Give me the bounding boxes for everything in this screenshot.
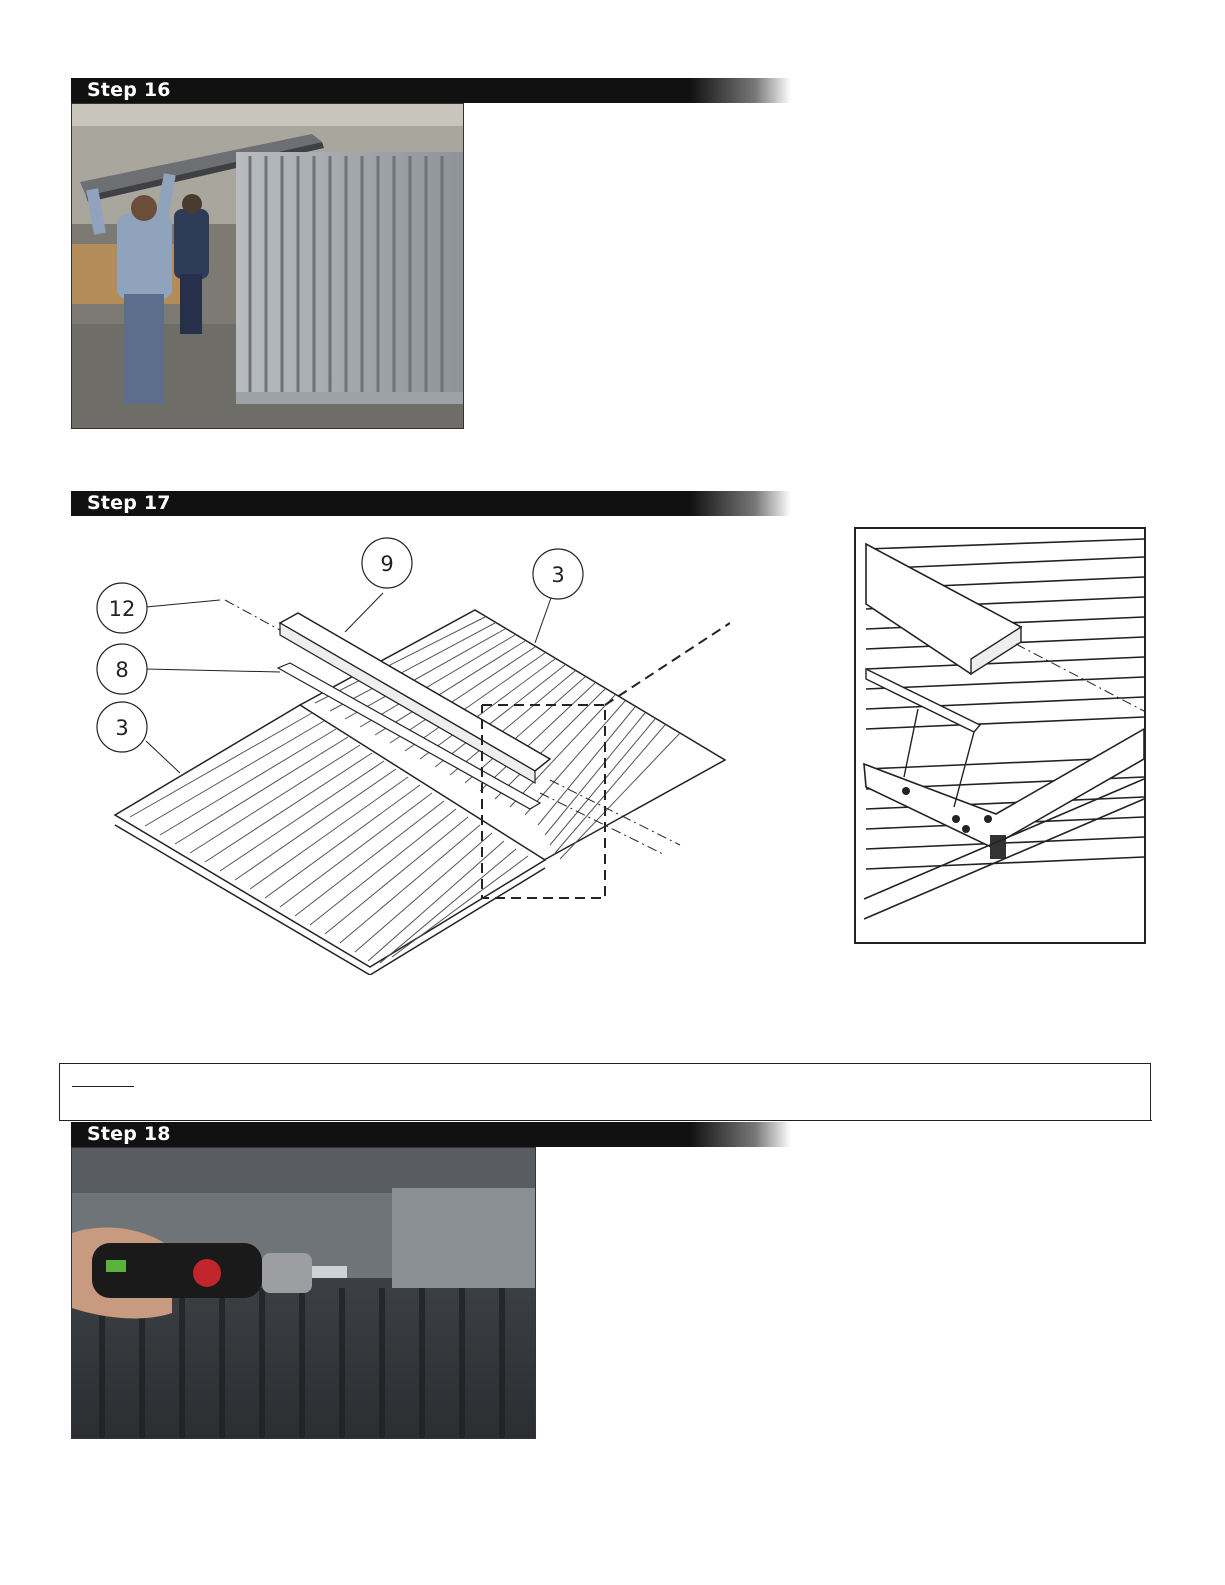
step-18-label: Step 18	[87, 1123, 171, 1145]
svg-text:9: 9	[380, 552, 394, 576]
note-box	[59, 1063, 1151, 1121]
callout-12	[97, 583, 147, 633]
drill-fastening-photo	[72, 1148, 535, 1438]
svg-text:3: 3	[551, 563, 565, 587]
step-16-photo	[71, 103, 464, 429]
note-underline-right	[856, 1120, 1152, 1121]
step-18-header	[71, 1122, 791, 1147]
callout-3-left	[97, 702, 147, 752]
step-18-photo	[71, 1147, 536, 1439]
svg-text:3: 3	[115, 716, 129, 740]
detail-inset-drawing	[856, 529, 1146, 944]
callout-3-top	[533, 549, 583, 599]
roof-lift-photo	[72, 104, 463, 428]
step-17-header	[71, 491, 791, 516]
step-17-label: Step 17	[87, 492, 171, 514]
callout-8	[97, 644, 147, 694]
callout-9	[362, 538, 412, 588]
step-16-label: Step 16	[87, 79, 171, 101]
roof-assembly-diagram	[90, 535, 730, 975]
svg-text:12: 12	[108, 597, 136, 621]
note-underline-left	[72, 1086, 134, 1087]
step-16-header	[71, 78, 791, 103]
svg-text:8: 8	[115, 658, 129, 682]
detail-inset	[854, 527, 1146, 944]
